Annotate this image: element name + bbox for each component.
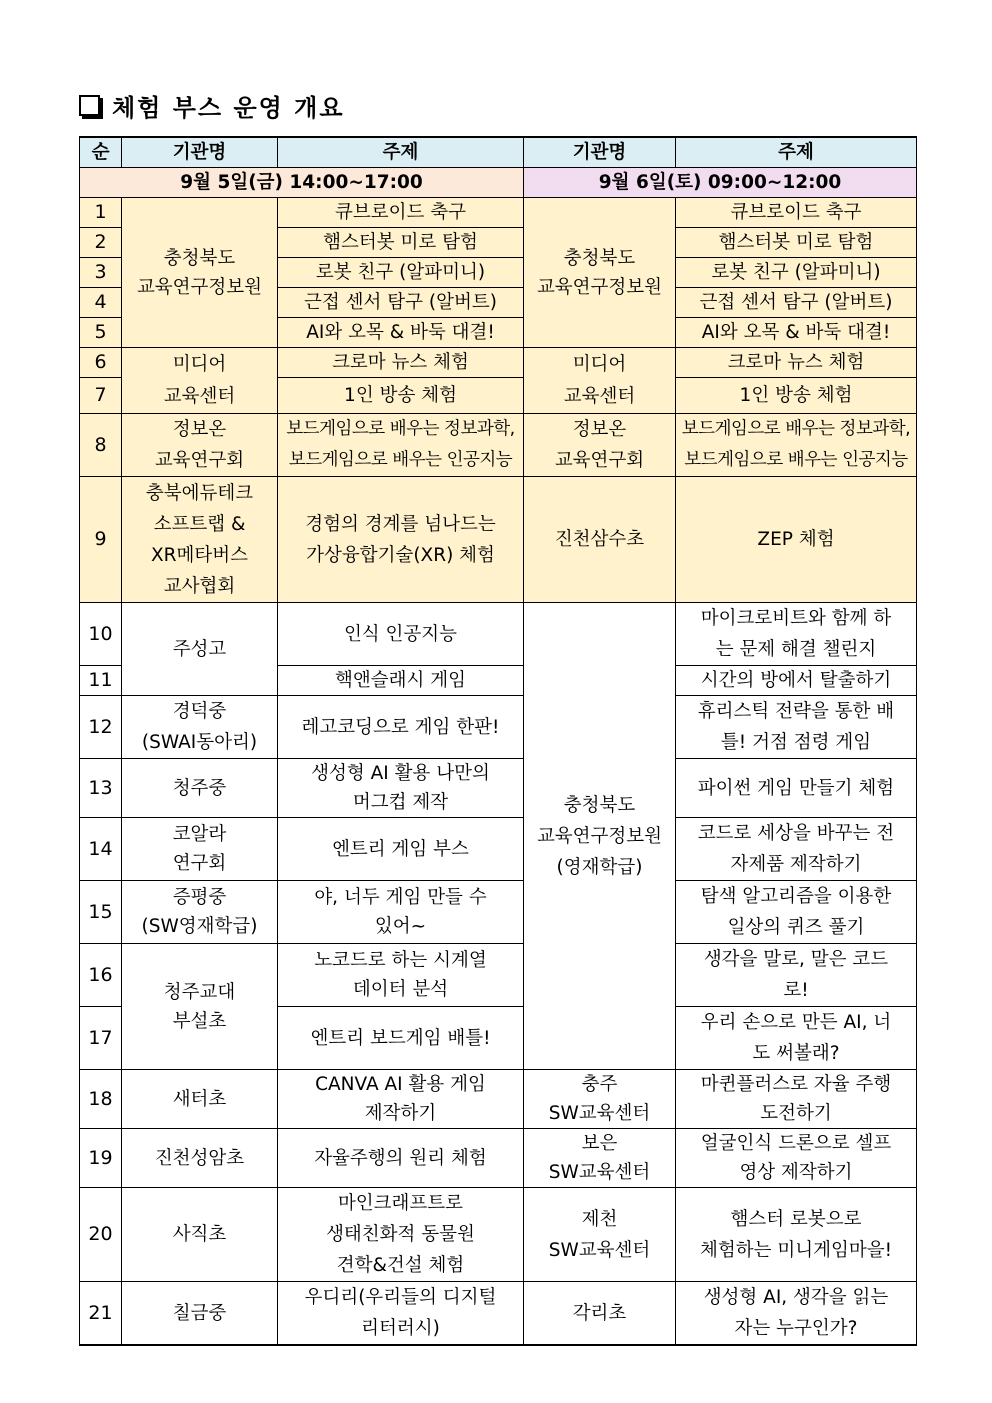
section-title xyxy=(79,88,345,123)
topic-cell: 크로마 뉴스 체험 xyxy=(676,348,917,378)
date-row xyxy=(80,168,917,198)
row-number: 19 xyxy=(80,1129,122,1188)
topic-cell: 얼굴인식 드론으로 셀프 영상 제작하기 xyxy=(676,1129,917,1188)
table-row xyxy=(80,1129,917,1188)
org-cell: 정보온 교육연구회 xyxy=(122,414,278,477)
date-day1: 9월 5일(금) 14:00~17:00 xyxy=(80,168,524,198)
header-org-2: 기관명 xyxy=(524,137,676,168)
header-topic-1: 주제 xyxy=(278,137,524,168)
topic-cell: AI와 오목 & 바둑 대결! xyxy=(278,318,524,348)
checkbox-icon xyxy=(79,95,100,116)
org-cell: 주성고 xyxy=(122,603,278,696)
org-cell: 보은 SW교육센터 xyxy=(524,1129,676,1188)
topic-cell: 1인 방송 체험 xyxy=(676,378,917,414)
booth-schedule-table xyxy=(79,136,917,1346)
org-cell: 청주중 xyxy=(122,759,278,818)
topic-cell: 핵앤슬래시 게임 xyxy=(278,666,524,696)
topic-cell: 휴리스틱 전략을 통한 배 틀! 거점 점령 게임 xyxy=(676,696,917,759)
org-cell: 각리초 xyxy=(524,1282,676,1346)
table-row xyxy=(80,414,917,477)
row-number: 4 xyxy=(80,288,122,318)
header-num: 순 xyxy=(80,137,122,168)
row-number: 6 xyxy=(80,348,122,378)
topic-cell: 햄스터 로봇으로 체험하는 미니게임마을! xyxy=(676,1188,917,1282)
org-cell: 칠금중 xyxy=(122,1282,278,1346)
table-row xyxy=(80,198,917,228)
org-cell: 사직초 xyxy=(122,1188,278,1282)
topic-cell: 생성형 AI, 생각을 읽는 자는 누구인가? xyxy=(676,1282,917,1346)
topic-cell: 로봇 친구 (알파미니) xyxy=(676,258,917,288)
table-row xyxy=(80,818,917,881)
header-org-1: 기관명 xyxy=(122,137,278,168)
org-cell: 정보온 교육연구회 xyxy=(524,414,676,477)
table-row xyxy=(80,603,917,666)
table-row xyxy=(80,1188,917,1282)
org-cell: 새터초 xyxy=(122,1070,278,1129)
org-cell: 충청북도 교육연구정보원 xyxy=(524,198,676,348)
topic-cell: 노코드로 하는 시계열 데이터 분석 xyxy=(278,944,524,1007)
topic-cell: 파이썬 게임 만들기 체험 xyxy=(676,759,917,818)
row-number: 5 xyxy=(80,318,122,348)
row-number: 9 xyxy=(80,477,122,603)
table-row xyxy=(80,944,917,1007)
row-number: 16 xyxy=(80,944,122,1007)
topic-cell: 로봇 친구 (알파미니) xyxy=(278,258,524,288)
row-number: 13 xyxy=(80,759,122,818)
row-number: 3 xyxy=(80,258,122,288)
topic-cell: 마인크래프트로 생태친화적 동물원 견학&건설 체험 xyxy=(278,1188,524,1282)
topic-cell: 경험의 경계를 넘나드는 가상융합기술(XR) 체험 xyxy=(278,477,524,603)
topic-cell: ZEP 체험 xyxy=(676,477,917,603)
topic-cell: 큐브로이드 축구 xyxy=(278,198,524,228)
topic-cell: 자율주행의 원리 체험 xyxy=(278,1129,524,1188)
topic-cell: 엔트리 게임 부스 xyxy=(278,818,524,881)
topic-cell: 생각을 말로, 말은 코드 로! xyxy=(676,944,917,1007)
row-number: 18 xyxy=(80,1070,122,1129)
topic-cell: 시간의 방에서 탈출하기 xyxy=(676,666,917,696)
topic-cell: 근접 센서 탐구 (알버트) xyxy=(278,288,524,318)
org-cell: 미디어 교육센터 xyxy=(524,348,676,414)
topic-cell: 보드게임으로 배우는 정보과학, 보드게임으로 배우는 인공지능 xyxy=(278,414,524,477)
topic-cell: 햄스터봇 미로 탐험 xyxy=(676,228,917,258)
topic-cell: 탐색 알고리즘을 이용한 일상의 퀴즈 풀기 xyxy=(676,881,917,944)
topic-cell: 마이크로비트와 함께 하 는 문제 해결 챌린지 xyxy=(676,603,917,666)
org-cell: 미디어 교육센터 xyxy=(122,348,278,414)
row-number: 21 xyxy=(80,1282,122,1346)
org-cell: 증평중 (SW영재학급) xyxy=(122,881,278,944)
org-cell: 충청북도 교육연구정보원 (영재학급) xyxy=(524,603,676,1070)
topic-cell: 보드게임으로 배우는 정보과학, 보드게임으로 배우는 인공지능 xyxy=(676,414,917,477)
page-title: 체험 부스 운영 개요 xyxy=(112,94,345,122)
topic-cell: 인식 인공지능 xyxy=(278,603,524,666)
org-cell: 충주 SW교육센터 xyxy=(524,1070,676,1129)
topic-cell: 생성형 AI 활용 나만의 머그컵 제작 xyxy=(278,759,524,818)
header-topic-2: 주제 xyxy=(676,137,917,168)
topic-cell: 크로마 뉴스 체험 xyxy=(278,348,524,378)
row-number: 11 xyxy=(80,666,122,696)
table-row xyxy=(80,881,917,944)
topic-cell: 엔트리 보드게임 배틀! xyxy=(278,1007,524,1070)
table-row xyxy=(80,1282,917,1346)
org-cell: 충북에듀테크 소프트랩 & XR메타버스 교사협회 xyxy=(122,477,278,603)
topic-cell: 레고코딩으로 게임 한판! xyxy=(278,696,524,759)
topic-cell: 마퀸플러스로 자율 주행 도전하기 xyxy=(676,1070,917,1129)
org-cell: 진천성암초 xyxy=(122,1129,278,1188)
table-row xyxy=(80,696,917,759)
table-row xyxy=(80,348,917,378)
date-day2: 9월 6일(토) 09:00~12:00 xyxy=(524,168,917,198)
table-row xyxy=(80,477,917,603)
org-cell: 청주교대 부설초 xyxy=(122,944,278,1070)
org-cell: 충청북도 교육연구정보원 xyxy=(122,198,278,348)
org-cell: 경덕중 (SWAI동아리) xyxy=(122,696,278,759)
topic-cell: 코드로 세상을 바꾸는 전 자제품 제작하기 xyxy=(676,818,917,881)
row-number: 12 xyxy=(80,696,122,759)
row-number: 20 xyxy=(80,1188,122,1282)
row-number: 14 xyxy=(80,818,122,881)
org-cell: 코알라 연구회 xyxy=(122,818,278,881)
org-cell: 진천삼수초 xyxy=(524,477,676,603)
topic-cell: 야, 너두 게임 만들 수 있어~ xyxy=(278,881,524,944)
row-number: 7 xyxy=(80,378,122,414)
topic-cell: 우디리(우리들의 디지털 리터러시) xyxy=(278,1282,524,1346)
topic-cell: 햄스터봇 미로 탐험 xyxy=(278,228,524,258)
topic-cell: 큐브로이드 축구 xyxy=(676,198,917,228)
table-row xyxy=(80,1070,917,1129)
row-number: 17 xyxy=(80,1007,122,1070)
topic-cell: 근접 센서 탐구 (알버트) xyxy=(676,288,917,318)
row-number: 15 xyxy=(80,881,122,944)
header-row xyxy=(80,137,917,168)
topic-cell: 우리 손으로 만든 AI, 너 도 써볼래? xyxy=(676,1007,917,1070)
table-row xyxy=(80,759,917,818)
row-number: 2 xyxy=(80,228,122,258)
row-number: 1 xyxy=(80,198,122,228)
topic-cell: AI와 오목 & 바둑 대결! xyxy=(676,318,917,348)
row-number: 10 xyxy=(80,603,122,666)
org-cell: 제천 SW교육센터 xyxy=(524,1188,676,1282)
row-number: 8 xyxy=(80,414,122,477)
topic-cell: 1인 방송 체험 xyxy=(278,378,524,414)
topic-cell: CANVA AI 활용 게임 제작하기 xyxy=(278,1070,524,1129)
